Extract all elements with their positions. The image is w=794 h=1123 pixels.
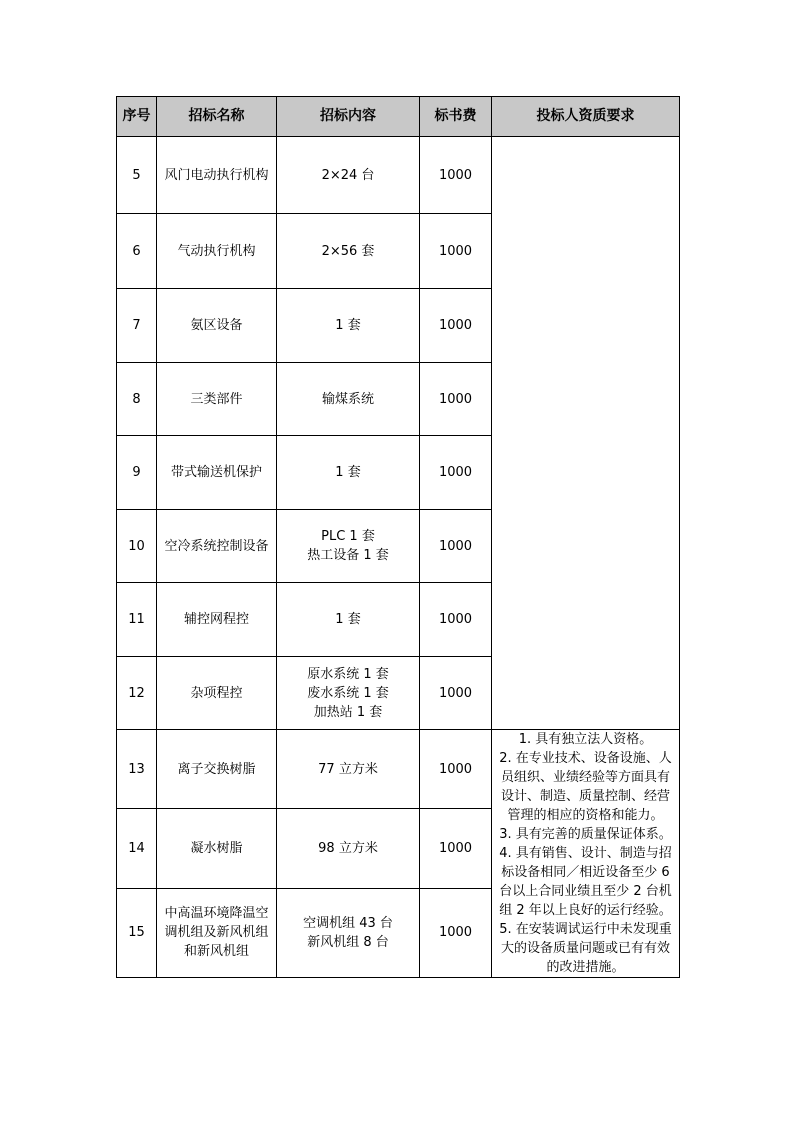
bid-content <box>277 510 420 583</box>
bid-content-line: 2×56 套 <box>321 243 375 259</box>
bid-name <box>157 888 277 977</box>
table-body <box>117 137 680 978</box>
bid-content-line: 输煤系统 <box>321 391 374 407</box>
bid-name-line: 风门电动执行机构 <box>164 167 269 183</box>
row-number: 11 <box>117 583 157 657</box>
qualification-line: 组 2 年以上良好的运行经验。 <box>499 903 672 918</box>
bid-content-line: PLC 1 套 <box>321 529 375 544</box>
bid-name <box>157 137 277 214</box>
bid-name <box>157 510 277 583</box>
row-number: 8 <box>117 363 157 436</box>
row-number: 10 <box>117 510 157 583</box>
bid-content <box>277 583 420 657</box>
header-fee: 标书费 <box>420 97 492 137</box>
bid-content-line: 热工设备 1 套 <box>307 548 389 563</box>
bid-content <box>277 289 420 363</box>
bid-content-line: 98 立方米 <box>318 840 378 856</box>
bid-name-line: 辅控网程控 <box>183 612 249 627</box>
bid-content-line: 新风机组 8 台 <box>307 934 389 950</box>
bid-content <box>277 657 420 730</box>
qualification-empty-cell <box>492 137 680 730</box>
bid-content-line: 原水系统 1 套 <box>307 666 389 682</box>
bid-content <box>277 809 420 888</box>
bid-table <box>116 96 680 978</box>
bid-content-line: 加热站 1 套 <box>313 704 383 720</box>
bid-name-line: 三类部件 <box>190 391 243 407</box>
row-number: 12 <box>117 657 157 730</box>
qualification-line: 设计、制造、质量控制、经营 <box>500 789 670 804</box>
qualification-line: 1. 具有独立法人资格。 <box>518 732 653 747</box>
bid-fee: 1000 <box>420 137 492 214</box>
bid-fee: 1000 <box>420 510 492 583</box>
bid-content <box>277 436 420 510</box>
qualification-line: 管理的相应的资格和能力。 <box>507 808 664 823</box>
bid-name-line: 中高温环境降温空 <box>164 906 269 922</box>
qualification-line: 的改进措施。 <box>546 960 625 975</box>
qualification-line: 大的设备质量问题或已有有效 <box>500 941 670 956</box>
row-number: 5 <box>117 137 157 214</box>
bid-content-line: 空调机组 43 台 <box>303 915 393 931</box>
bid-content-line: 2×24 台 <box>321 167 375 183</box>
bid-name-line: 气动执行机构 <box>177 243 256 259</box>
bid-content-line: 1 套 <box>335 465 361 480</box>
bid-name-line: 离子交换树脂 <box>177 761 256 777</box>
header-row <box>117 97 680 137</box>
bid-name-line: 调机组及新风机组 <box>164 925 269 941</box>
bid-content <box>277 888 420 977</box>
bid-name-line: 凝水树脂 <box>190 840 243 856</box>
header-content: 招标内容 <box>277 97 420 137</box>
header-qualification: 投标人资质要求 <box>492 97 680 137</box>
bid-name <box>157 214 277 289</box>
row-number: 13 <box>117 730 157 809</box>
row-number: 14 <box>117 809 157 888</box>
qualification-line: 5. 在安装调试运行中未发现重 <box>499 922 672 937</box>
bid-name <box>157 809 277 888</box>
bid-fee: 1000 <box>420 436 492 510</box>
bid-fee: 1000 <box>420 730 492 809</box>
bid-name <box>157 363 277 436</box>
bid-name-line: 带式输送机保护 <box>170 465 262 480</box>
bid-fee: 1000 <box>420 657 492 730</box>
row-number: 9 <box>117 436 157 510</box>
qualification-requirements <box>492 730 680 978</box>
bid-fee: 1000 <box>420 214 492 289</box>
bid-name <box>157 289 277 363</box>
bid-content-line: 77 立方米 <box>318 761 378 777</box>
bid-content <box>277 730 420 809</box>
bid-fee: 1000 <box>420 888 492 977</box>
bid-fee: 1000 <box>420 583 492 657</box>
bid-name-line: 氨区设备 <box>190 318 243 333</box>
qualification-line: 标设备相同／相近设备至少 6 <box>501 865 670 880</box>
qualification-line: 2. 在专业技术、设备设施、人 <box>499 751 672 766</box>
bid-content-line: 1 套 <box>335 318 361 333</box>
row-number: 15 <box>117 888 157 977</box>
bid-content <box>277 137 420 214</box>
table-row <box>117 137 680 214</box>
bid-name <box>157 657 277 730</box>
qualification-line: 员组织、业绩经验等方面具有 <box>500 770 670 785</box>
qualification-line: 台以上合同业绩且至少 2 台机 <box>499 884 672 899</box>
bid-name-line: 空冷系统控制设备 <box>164 538 269 554</box>
row-number: 6 <box>117 214 157 289</box>
bid-name <box>157 730 277 809</box>
bid-fee: 1000 <box>420 363 492 436</box>
header-no: 序号 <box>117 97 157 137</box>
bid-fee: 1000 <box>420 289 492 363</box>
bid-content <box>277 214 420 289</box>
row-number: 7 <box>117 289 157 363</box>
qualification-line: 4. 具有销售、设计、制造与招 <box>499 846 672 861</box>
bid-content-line: 1 套 <box>335 612 361 627</box>
bid-fee: 1000 <box>420 809 492 888</box>
bid-name <box>157 436 277 510</box>
table-row <box>117 730 680 809</box>
bid-name <box>157 583 277 657</box>
header-name: 招标名称 <box>157 97 277 137</box>
bid-content <box>277 363 420 436</box>
qualification-line: 3. 具有完善的质量保证体系。 <box>499 827 672 842</box>
bid-name-line: 和新风机组 <box>183 944 249 960</box>
bid-name-line: 杂项程控 <box>190 685 243 701</box>
bid-content-line: 废水系统 1 套 <box>307 685 389 701</box>
